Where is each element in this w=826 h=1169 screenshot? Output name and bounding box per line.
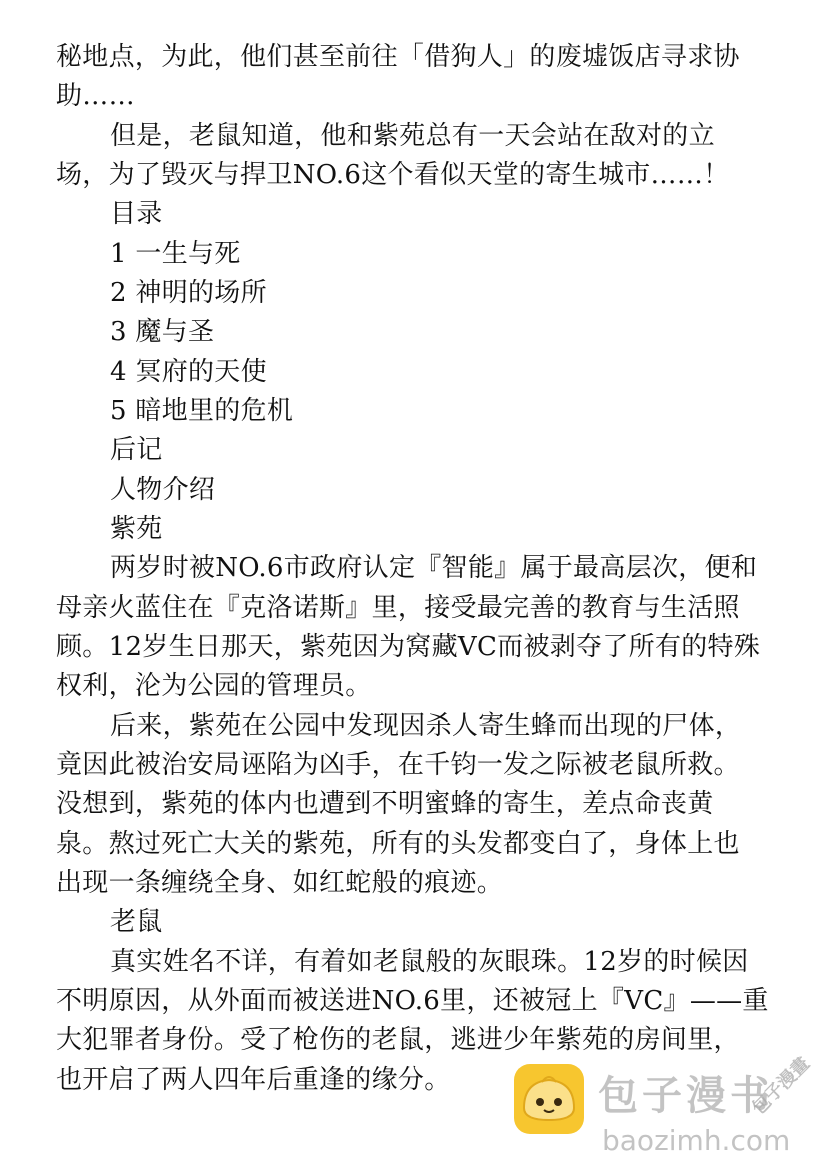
text-line: 助…… bbox=[56, 81, 135, 111]
text-line: 出现一条缠绕全身、如红蛇般的痕迹。 bbox=[56, 868, 504, 898]
toc-item: 4 冥府的天使 bbox=[110, 357, 267, 387]
text-line: 不明原因，从外面而被送进NO.6里，还被冠上『VC』——重 bbox=[56, 986, 769, 1016]
text-line: 母亲火蓝住在『克洛诺斯』里，接受最完善的教育与生活照 bbox=[56, 593, 740, 623]
watermark-url: baozimh.com bbox=[602, 1124, 791, 1157]
toc-heading: 目录 bbox=[110, 199, 163, 229]
text-line: 竟因此被治安局诬陷为凶手，在千钧一发之际被老鼠所救。 bbox=[56, 750, 740, 780]
text-line: 泉。熬过死亡大关的紫苑，所有的头发都变白了，身体上也 bbox=[56, 829, 740, 859]
toc-item: 2 神明的场所 bbox=[110, 278, 267, 308]
bun-mascot-icon bbox=[512, 1062, 586, 1136]
character-name: 紫苑 bbox=[110, 514, 163, 544]
watermark-title: 包子漫书 bbox=[598, 1073, 774, 1119]
text-line: 权利，沦为公园的管理员。 bbox=[56, 671, 372, 701]
text-line: 也开启了两人四年后重逢的缘分。 bbox=[56, 1065, 451, 1095]
text-line: 后来，紫苑在公园中发现因杀人寄生蜂而出现的尸体， bbox=[110, 711, 742, 741]
toc-item: 后记 bbox=[110, 435, 163, 465]
text-line: 场，为了毁灭与捍卫NO.6这个看似天堂的寄生城市……！ bbox=[56, 160, 730, 190]
text-line: 真实姓名不详，有着如老鼠般的灰眼珠。12岁的时候因 bbox=[110, 947, 749, 977]
watermark-stamp: 包子漫畫 bbox=[748, 1053, 814, 1119]
text-line: 两岁时被NO.6市政府认定『智能』属于最高层次，便和 bbox=[110, 553, 758, 583]
toc-item: 5 暗地里的危机 bbox=[110, 396, 294, 426]
section-heading: 人物介绍 bbox=[110, 475, 216, 505]
toc-item: 3 魔与圣 bbox=[110, 317, 215, 347]
text-line: 但是，老鼠知道，他和紫苑总有一天会站在敌对的立 bbox=[110, 121, 715, 151]
text-line: 大犯罪者身份。受了枪伤的老鼠，逃进少年紫苑的房间里， bbox=[56, 1025, 740, 1055]
text-line: 秘地点，为此，他们甚至前往「借狗人」的废墟饭店寻求协 bbox=[56, 42, 740, 72]
text-line: 没想到，紫苑的体内也遭到不明蜜蜂的寄生，差点命丧黄 bbox=[56, 789, 714, 819]
character-name: 老鼠 bbox=[110, 907, 163, 937]
toc-item: 1 一生与死 bbox=[110, 239, 241, 269]
text-line: 顾。12岁生日那天，紫苑因为窝藏VC而被剥夺了所有的特殊 bbox=[56, 632, 761, 662]
watermark bbox=[512, 1053, 814, 1162]
